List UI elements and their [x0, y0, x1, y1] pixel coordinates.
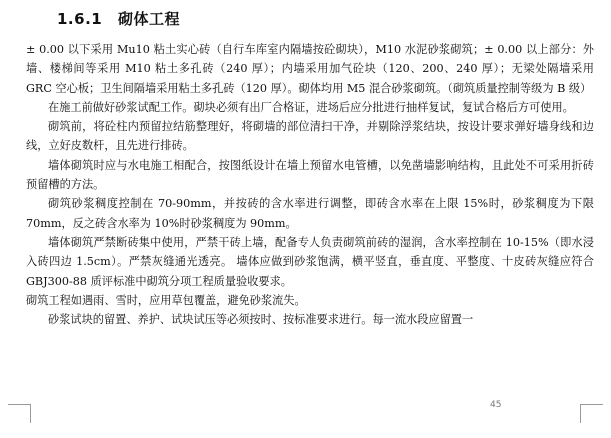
paragraph: 墙体砌筑严禁断砖集中使用，严禁干砖上墙，配备专人负责砌筑前砖的湿润，含水率控制在 10-15%（即水浸入砖四边 1.5cm）。严禁灰缝通光透亮。 墙体应做到砂浆饱满，横平竖直，垂直度、平整度、十皮砖灰缝应符合 GBJ300-88 质评标准中砌筑分项工程质量验收要求。 [26, 235, 594, 288]
section-title: 砌体工程 [117, 10, 180, 28]
crop-mark-bottom-left [8, 404, 31, 423]
section-heading [57, 8, 180, 29]
paragraph: 砂浆试块的留置、养护、试块试压等必须按时、按标准要求进行。每一流水段应留置一 [48, 313, 474, 327]
page-number: 45 [490, 400, 502, 410]
paragraph: ± 0.00 以下采用 Mu10 粘土实心砖（自行车库室内隔墙按砼砌块），M10 水泥砂浆砌筑；± 0.00 以上部分：外墙、楼梯间等采用 M10 粘土多孔砖（240 厚）；内墙采用加气砼块（120、200、240 厚）；无梁处隔墙采用 GRC 空心板；卫生间隔墙采用粘土多孔砖（120 厚）。砌体均用 M5 混合砂浆砌筑。（砌筑质量控制等级为 B 级） [26, 43, 594, 95]
paragraph: 砌筑砂浆稠度控制在 70-90mm，并按砖的含水率进行调整，即砖含水率在上限 15%时，砂浆稠度为下限 70mm，反之砖含水率为 10%时砂浆稠度为 90mm。 [26, 197, 594, 230]
paragraph: 砌筑前，将砼柱内预留拉结筋整理好，将砌墙的部位清扫干净，并剔除浮浆结块，按设计要求弹好墙身线和边线，立好皮数杆，且先进行排砖。 [26, 120, 594, 153]
crop-mark-bottom-right [580, 404, 603, 423]
paragraph: 墙体砌筑时应与水电施工相配合，按图纸设计在墙上预留水电管槽，以免凿墙影响结构，且此处不可采用折砖预留槽的方法。 [26, 158, 594, 192]
body-text [26, 40, 594, 329]
paragraph: 砌筑工程如遇雨、雪时，应用草包覆盖，避免砂浆流失。 [26, 293, 306, 307]
paragraph: 在施工前做好砂浆试配工作。砌块必须有出厂合格证，进场后应分批进行抽样复试，复试合格后方可使用。 [48, 100, 574, 114]
section-number: 1.6.1 [57, 10, 103, 28]
